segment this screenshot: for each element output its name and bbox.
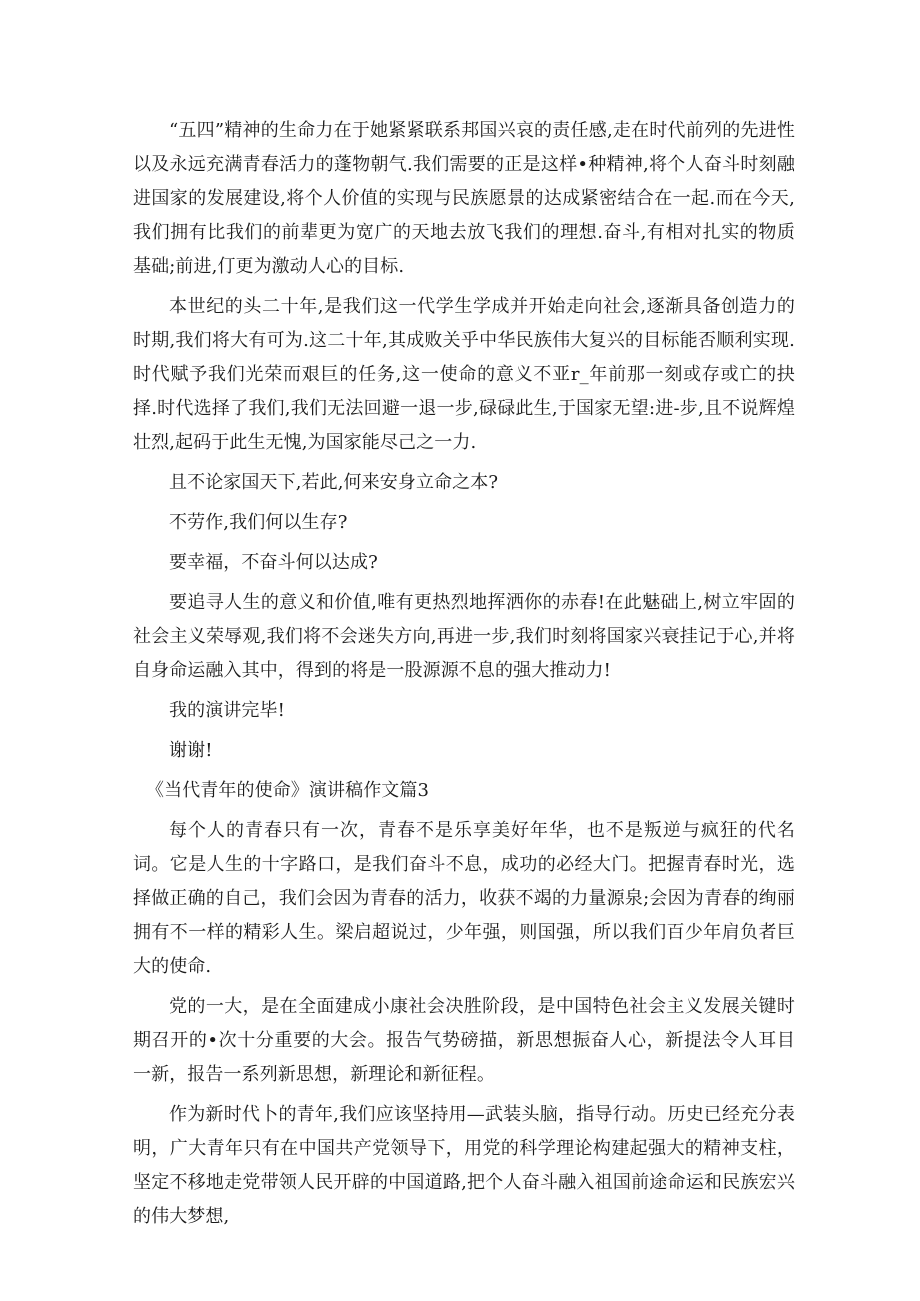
paragraph-question-2: 不劳作,我们何以生存? xyxy=(169,512,348,533)
paragraph-new-era-youth: 作为新时代卜的青年,我们应该坚持用—武装头脑，指导行动。历史已经充分表明，广大青年只有在中国共产党领导下，用党的科学理论构建起强大的精神支柱，坚定不移地走党带领人民开辟的中国道路,把个人奋斗融入祖国前途命运和民族宏兴的伟大梦想, xyxy=(133,1104,795,1227)
paragraph-question-3: 要幸福，不奋斗何以达成? xyxy=(169,552,378,573)
document-body xyxy=(133,114,795,1240)
section-title: 《当代青年的使命》演讲稿作文篇3 xyxy=(146,780,430,801)
paragraph-may-fourth-spirit: “五四”精神的生命力在于她紧紧联系邦国兴哀的责任感,走在时代前列的先进性以及永远充满青春活力的蓬物朝气.我们需要的正是这样•种精神,将个人奋斗时刻融进国家的发展建设,将个人价值的实现与民族愿景的达成紧密结合在一起.而在今天,我们拥有比我们的前辈更为宽广的天地去放飞我们的理想.奋斗,有相对扎实的物质基础;前进,仃更为激动人心的目标. xyxy=(133,120,795,277)
paragraph-meaning-of-life: 要追寻人生的意义和价值,唯有更热烈地挥洒你的赤春!在此魅础上,树立牢固的社会主义荣辱观,我们将不会迷失方向,再进一步,我们时刻将国家兴衰挂记于心,并将自身命运融入其中，得到的将是一股源源不息的强大推动力! xyxy=(133,592,795,681)
paragraph-thanks: 谢谢! xyxy=(169,740,213,761)
paragraph-party-congress: 党的一大，是在全面建成小康社会决胜阶段，是中国特色社会主义发展关键时期召开的•次十分重要的大会。报告气势磅描，新思想振奋人心，新提法令人耳目一新，报告一系列新思想，新理论和新征程。 xyxy=(133,996,795,1085)
paragraph-question-1: 且不论家国天下,若此,何来安身立命之本? xyxy=(169,472,499,493)
paragraph-youth-once: 每个人的青春只有一次，青春不是乐享美好年华，也不是叛逆与疯狂的代名词。它是人生的十字路口，是我们奋斗不息，成功的必经大门。把握青春时光，选择做正确的自己，我们会因为青春的活力，收获不竭的力量源泉;会因为青春的绚丽拥有不一样的精彩人生。梁启超说过，少年强，则国强，所以我们百少年肩负者巨大的使命. xyxy=(133,820,795,977)
paragraph-speech-end: 我的演讲完毕! xyxy=(169,700,285,721)
paragraph-twenty-years: 本世纪的头二十年,是我们这一代学生学成并开始走向社会,逐渐具备创造力的时期,我们将大有可为.这二十年,其成败关乎中华民族伟大复兴的目标能否顺利实现.时代赋予我们光荣而艰巨的任务,这一使命的意义不亚r_年前那一刻或存或亡的抉择.时代选择了我们,我们无法回避一退一步,碌碌此生,于国家无望:进-步,且不说辉煌壮烈,起码于此生无愧,为国家能尽己之一力. xyxy=(133,296,795,453)
